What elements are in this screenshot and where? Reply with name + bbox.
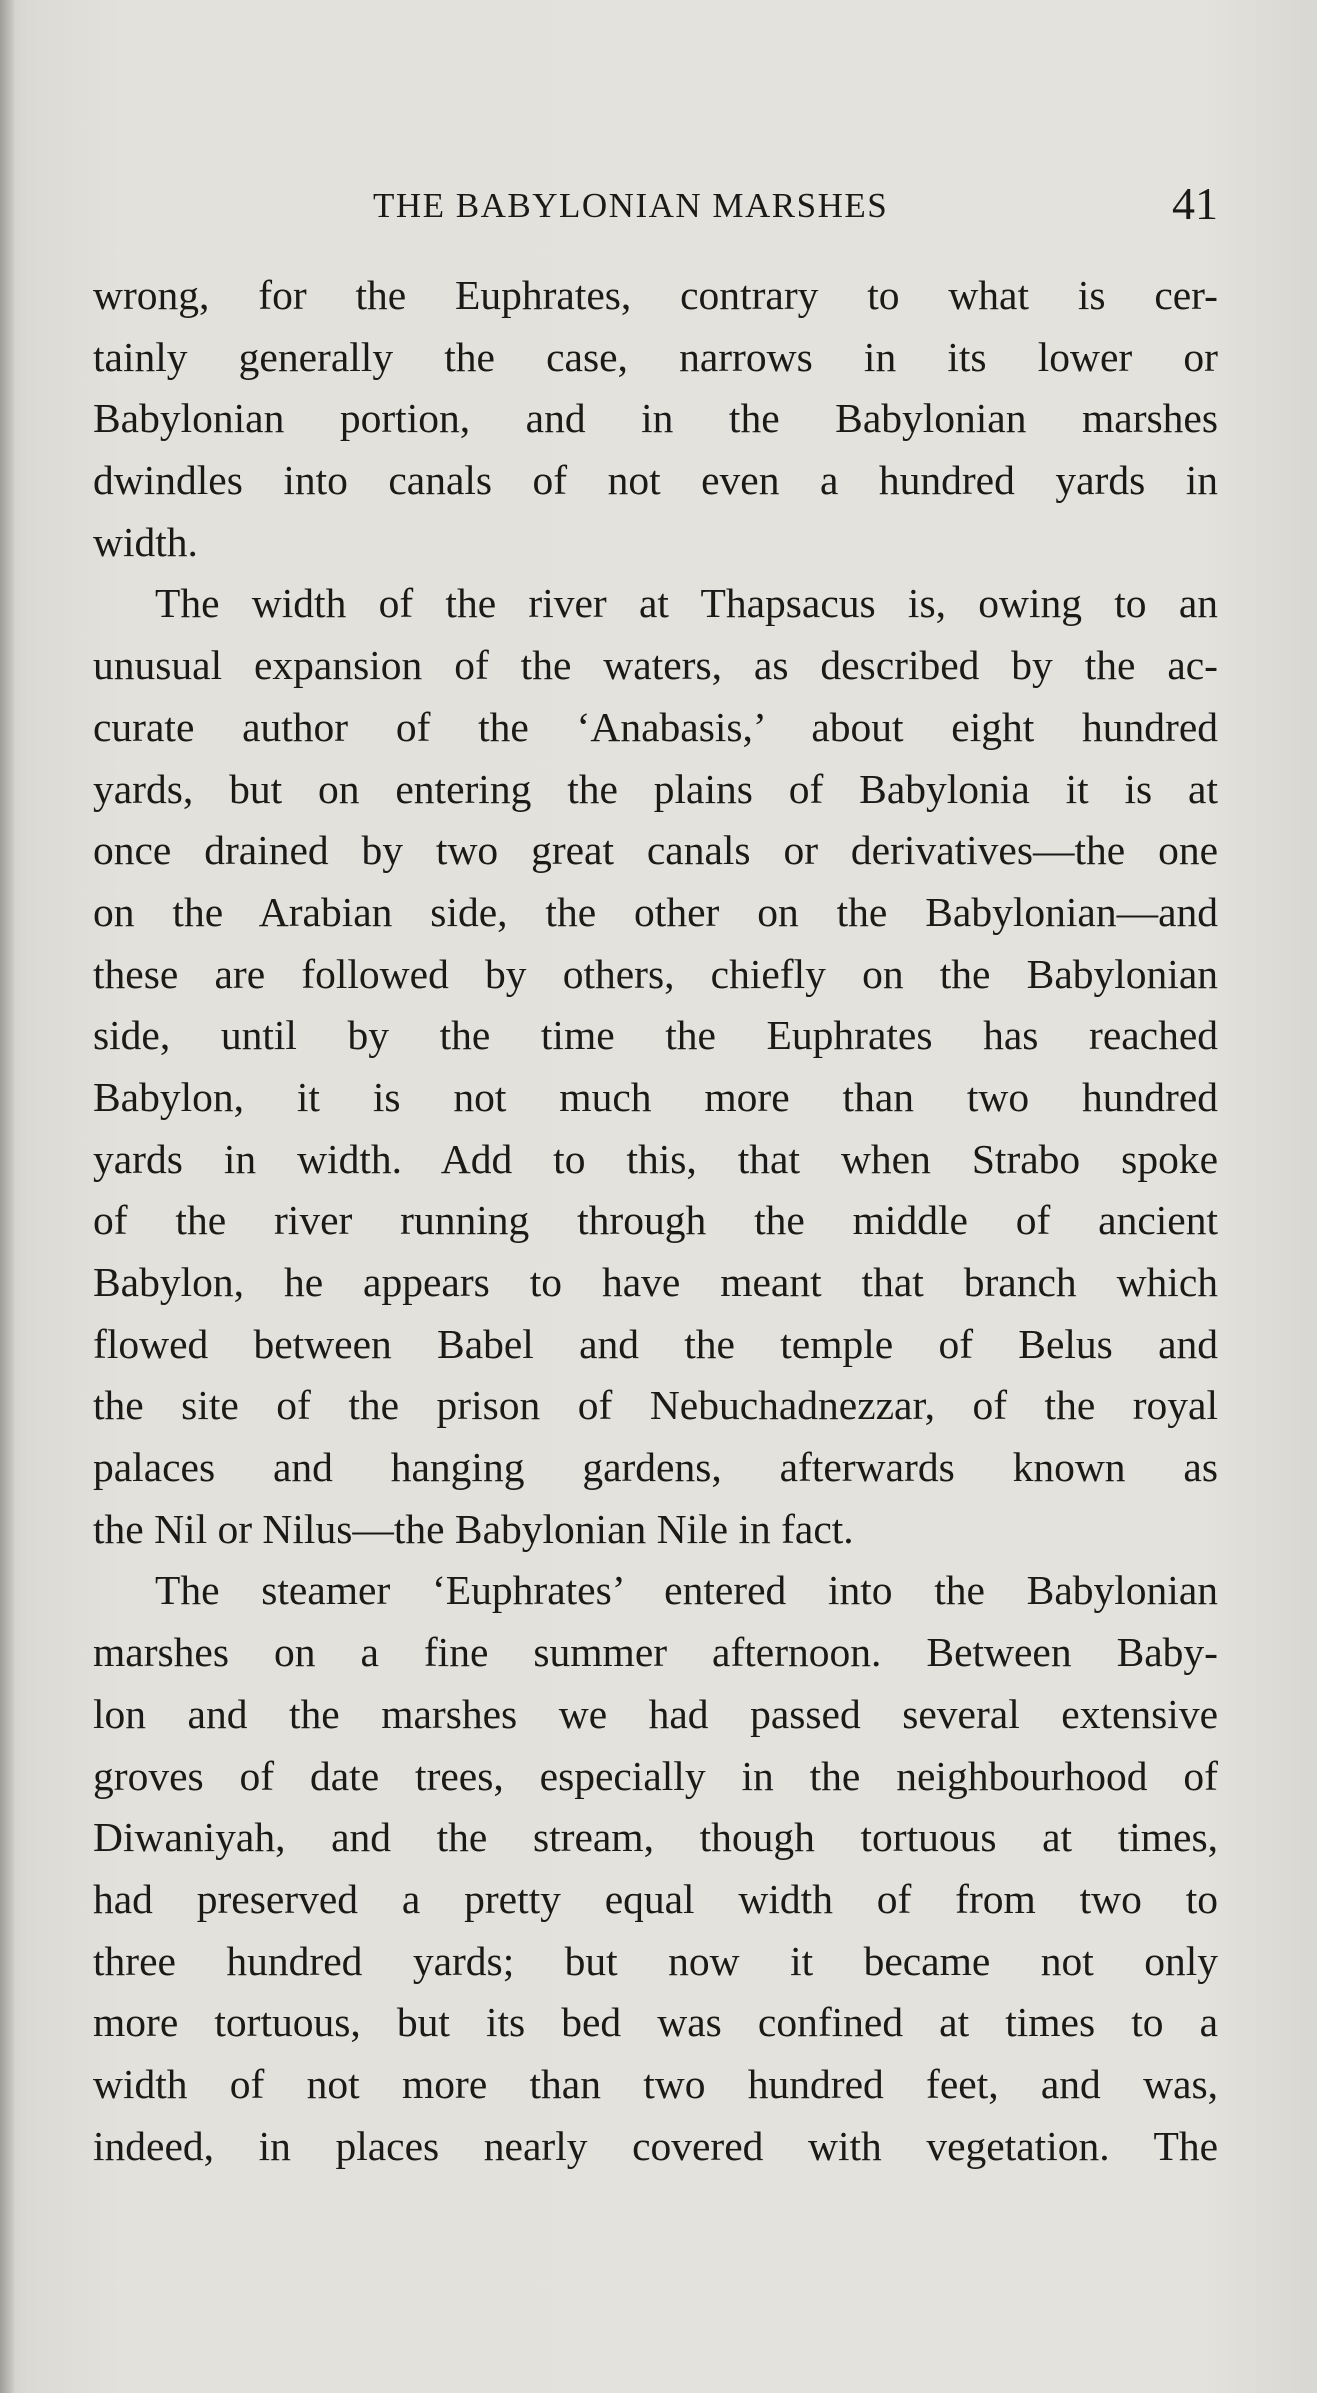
text-line: width of not more than two hundred feet, and was, (93, 2060, 1218, 2107)
paragraph-3 (93, 1560, 1218, 2177)
text-line: tainly generally the case, narrows in its lower or (93, 333, 1218, 380)
paragraph-1 (93, 265, 1218, 573)
text-line: these are followed by others, chiefly on the Babylonian (93, 950, 1218, 997)
text-line: three hundred yards; but now it became not only (93, 1937, 1218, 1984)
text-line: the Nil or Nilus—the Babylonian Nile in fact. (93, 1505, 854, 1552)
text-line: dwindles into canals of not even a hundred yards in (93, 457, 1218, 504)
text-line: once drained by two great canals or derivatives—the one (93, 827, 1218, 874)
text-line: the site of the prison of Nebuchadnezzar, of the royal (93, 1382, 1218, 1429)
text-line: indeed, in places nearly covered with vegetation. The (93, 2122, 1218, 2169)
text-line: yards in width. Add to this, that when Strabo spoke (93, 1135, 1218, 1182)
paragraph-2 (93, 573, 1218, 1560)
page-gutter-shadow (0, 0, 14, 2393)
text-line: width. (93, 518, 198, 565)
body-text (93, 265, 1218, 2177)
text-line: Babylon, it is not much more than two hundred (93, 1073, 1218, 1120)
text-line: on the Arabian side, the other on the Babylonian—and (93, 888, 1218, 935)
text-line: unusual expansion of the waters, as described by the ac- (93, 642, 1218, 689)
text-line: groves of date trees, especially in the neighbourhood of (93, 1752, 1218, 1799)
text-line: The steamer ‘Euphrates’ entered into the Babylonian (155, 1567, 1218, 1614)
text-line: Babylonian portion, and in the Babylonian marshes (93, 395, 1218, 442)
text-line: marshes on a fine summer afternoon. Between Baby- (93, 1629, 1218, 1676)
text-line: palaces and hanging gardens, afterwards known as (93, 1444, 1218, 1491)
text-line: Diwaniyah, and the stream, though tortuous at times, (93, 1814, 1218, 1861)
text-line: had preserved a pretty equal width of from two to (93, 1875, 1218, 1922)
text-line: side, until by the time the Euphrates has reached (93, 1012, 1218, 1059)
text-line: wrong, for the Euphrates, contrary to what is cer- (93, 272, 1218, 318)
text-line: The width of the river at Thapsacus is, owing to an (155, 580, 1218, 627)
text-line: lon and the marshes we had passed several extensive (93, 1690, 1218, 1737)
text-line: flowed between Babel and the temple of Belus and (93, 1320, 1218, 1367)
running-head: THE BABYLONIAN MARSHES (373, 186, 889, 225)
text-line: more tortuous, but its bed was confined at times to a (93, 1999, 1218, 2046)
text-line: Babylon, he appears to have meant that branch which (93, 1259, 1218, 1305)
text-line: yards, but on entering the plains of Babylonia it is at (93, 765, 1218, 812)
text-line: of the river running through the middle of ancient (93, 1197, 1218, 1244)
page-number: 41 (1172, 178, 1218, 229)
text-line: curate author of the ‘Anabasis,’ about eight hundred (93, 703, 1218, 750)
page-header (93, 178, 1218, 234)
